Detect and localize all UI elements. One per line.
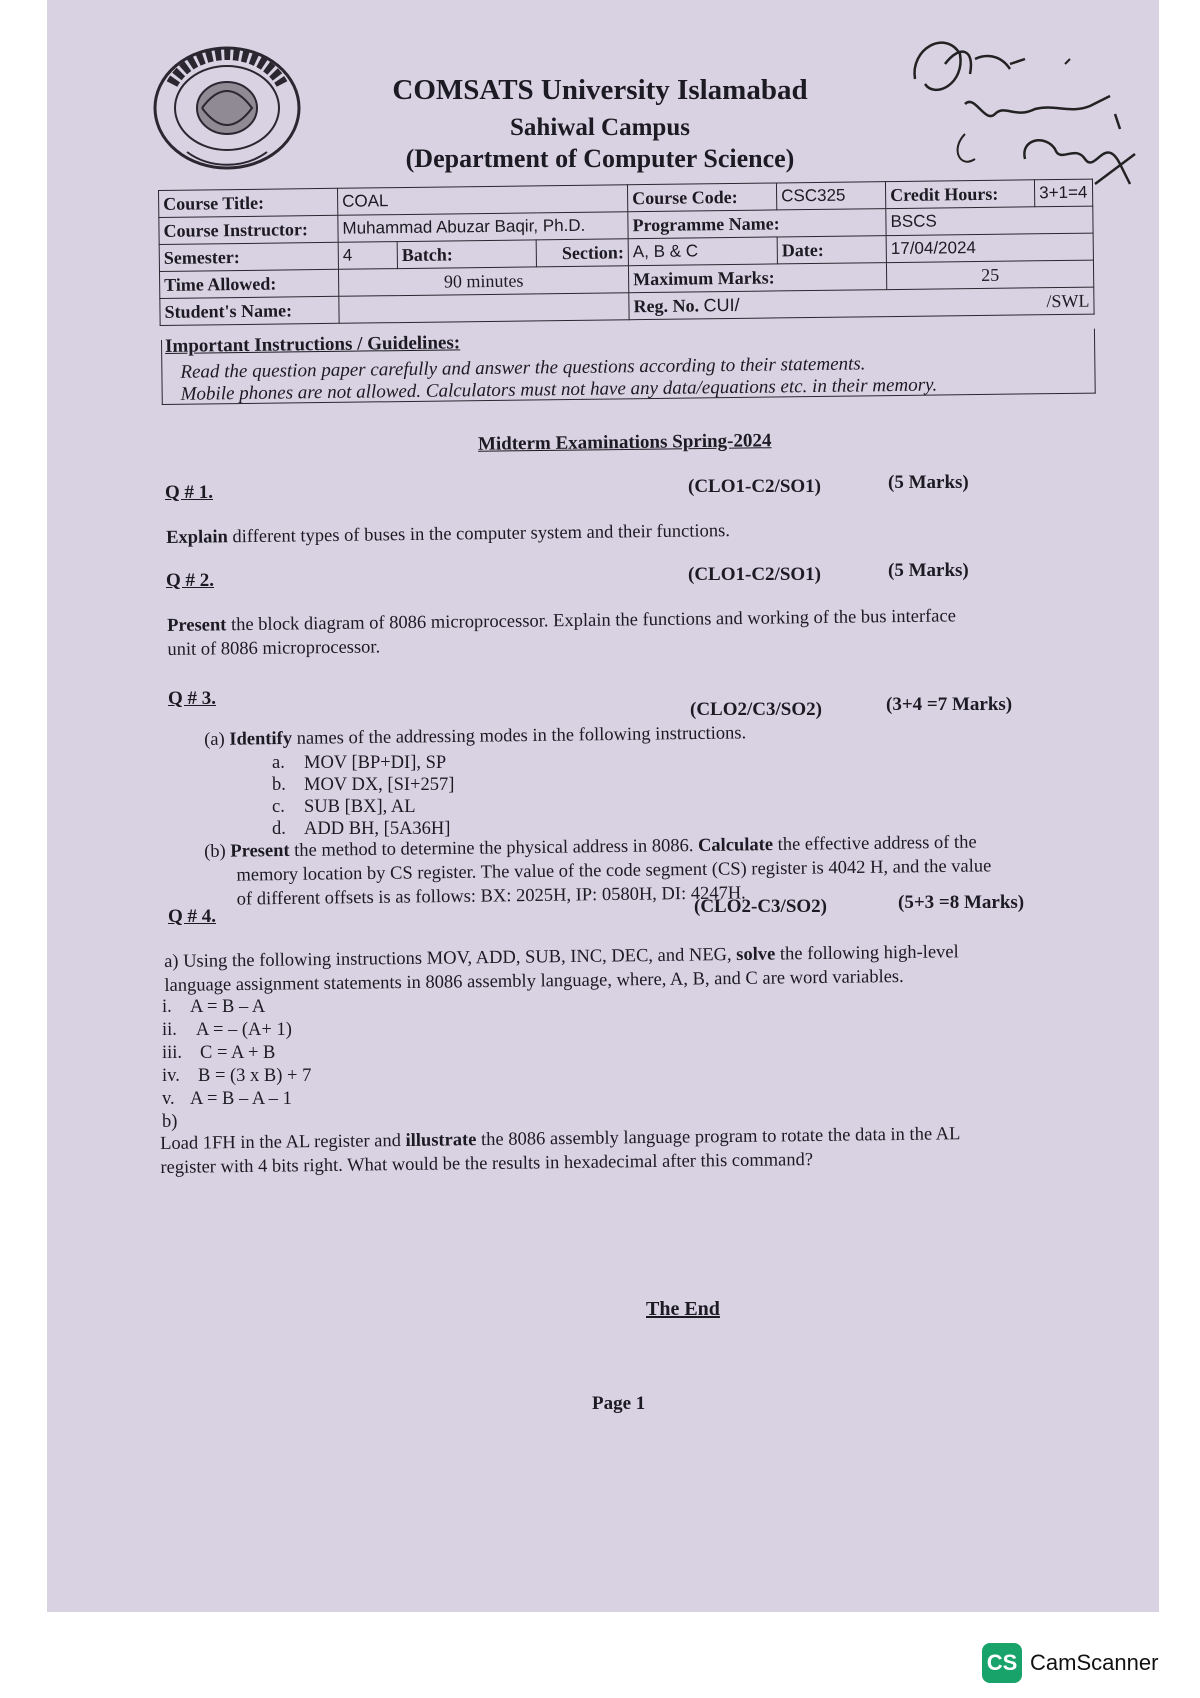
instruction-line-2: Mobile phones are not allowed. Calculators must not have any data/equations etc. in their memory.	[180, 374, 938, 405]
q2-body-2: unit of 8086 microprocessor.	[167, 637, 381, 660]
department-name: (Department of Computer Science)	[405, 144, 795, 173]
instructions-box	[161, 329, 1096, 405]
student-name-label: Student's Name:	[160, 296, 339, 325]
q4-item-v: v. A = B – A – 1	[162, 1089, 292, 1109]
programme-value: BSCS	[886, 206, 1093, 236]
q2-marks: (5 Marks)	[888, 560, 969, 581]
q3-label: Q # 3.	[168, 688, 217, 709]
reg-no-suffix: /SWL	[1046, 290, 1090, 311]
university-seal-icon	[152, 44, 302, 172]
date-label: Date:	[777, 236, 886, 264]
q2-text	[167, 604, 956, 662]
q4b-body-2: the 8086 assembly language program to rotate the data in the AL	[476, 1124, 961, 1151]
course-info-table	[158, 179, 1095, 326]
q3-clo: (CLO2/C3/SO2)	[690, 699, 822, 720]
q1-body: different types of buses in the computer system and their functions.	[227, 521, 731, 548]
handwritten-signature	[905, 24, 1145, 194]
instructor-value: Muhammad Abuzar Baqir, Ph.D.	[338, 212, 628, 243]
q4b-body-1: Load 1FH in the AL register and	[160, 1131, 406, 1154]
q3b-verb-1: Present	[230, 840, 290, 862]
reg-no-label: Reg. No.	[633, 294, 700, 316]
q3a-prefix: (a)	[204, 729, 225, 750]
section-value: A, B & C	[628, 237, 777, 266]
q3a-body: names of the addressing modes in the following instructions.	[291, 723, 747, 749]
reg-no-field[interactable]	[629, 287, 1094, 320]
time-allowed-label: Time Allowed:	[159, 269, 338, 298]
q4b-line-2: register with 4 bits right. What would be the results in hexadecimal after this command?	[160, 1150, 814, 1178]
q4a-body-2: the following high-level	[775, 942, 959, 965]
q1-label: Q # 1.	[165, 482, 214, 503]
the-end-label: The End	[646, 1298, 720, 1320]
q2-body: the block diagram of 8086 microprocessor. Explain the functions and working of the bus interface	[226, 606, 956, 636]
page-number: Page 1	[592, 1393, 646, 1414]
instruction-line-1: Read the question paper carefully and answer the questions according to their statements.	[180, 353, 866, 383]
q4a-body-1: a) Using the following instructions MOV, ADD, SUB, INC, DEC, and NEG,	[164, 945, 737, 972]
date-value: 17/04/2024	[886, 233, 1093, 263]
section-label: Section:	[536, 239, 628, 267]
q4a-verb: solve	[736, 944, 776, 966]
q4-label: Q # 4.	[168, 906, 217, 927]
q3a-verb: Identify	[229, 728, 293, 750]
q2-verb: Present	[167, 615, 227, 636]
campus-name: Sahiwal Campus	[510, 114, 690, 141]
university-name: COMSATS University Islamabad	[392, 74, 808, 106]
instructor-label: Course Instructor:	[159, 215, 338, 244]
instructions-title: Important Instructions / Guidelines:	[164, 332, 461, 357]
q3b-line-2: memory location by CS register. The value of the code segment (CS) register is 4042 H, and the value	[236, 856, 992, 886]
credit-hours-value: 3+1=4	[1035, 179, 1093, 207]
q3-item-a: a. MOV [BP+DI], SP	[272, 753, 447, 773]
batch-label: Batch:	[397, 240, 536, 269]
camscanner-watermark	[982, 1641, 1158, 1685]
camscanner-logo-icon: CS	[982, 1643, 1022, 1683]
course-code-label: Course Code:	[628, 183, 777, 212]
q1-clo: (CLO1-C2/SO1)	[688, 476, 821, 497]
q2-clo: (CLO1-C2/SO1)	[688, 564, 821, 585]
credit-hours-label: Credit Hours:	[886, 180, 1035, 209]
q3b-line-3: of different offsets is as follows: BX: 2025H, IP: 0580H, DI: 4247H.	[236, 883, 746, 910]
q3-item-b: b. MOV DX, [SI+257]	[272, 775, 455, 795]
q4b-label: b)	[162, 1112, 178, 1132]
course-title-value: COAL	[337, 185, 627, 216]
reg-no-prefix: CUI/	[703, 294, 740, 315]
course-code-value: CSC325	[777, 182, 886, 210]
q4-marks: (5+3 =8 Marks)	[898, 892, 1025, 913]
q2-label: Q # 2.	[166, 570, 215, 591]
time-allowed-value: 90 minutes	[338, 266, 628, 297]
max-marks-value: 25	[887, 260, 1094, 290]
exam-title: Midterm Examinations Spring-2024	[477, 430, 772, 455]
max-marks-label: Maximum Marks:	[629, 263, 887, 293]
programme-label: Programme Name:	[628, 209, 886, 239]
q4b-verb: illustrate	[405, 1130, 477, 1151]
course-title-label: Course Title:	[159, 188, 338, 217]
camscanner-name: CamScanner	[1030, 1650, 1159, 1675]
q4-item-iv: iv. B = (3 x B) + 7	[162, 1066, 312, 1086]
q3b-prefix: (b)	[204, 841, 226, 862]
q3-item-c: c. SUB [BX], AL	[272, 797, 416, 817]
q4-item-i: i. A = B – A	[162, 997, 266, 1017]
semester-value: 4	[338, 242, 397, 270]
q3-marks: (3+4 =7 Marks)	[886, 694, 1013, 715]
q3b-verb-2: Calculate	[697, 835, 774, 856]
q3-item-d: d. ADD BH, [5A36H]	[272, 819, 451, 839]
semester-label: Semester:	[159, 242, 338, 271]
q1-marks: (5 Marks)	[888, 472, 969, 493]
q4a-line-2: language assignment statements in 8086 assembly language, where, A, B, and C are word variables.	[164, 966, 904, 996]
q3b-body-1: the method to determine the physical address in 8086.	[289, 835, 699, 861]
q3b-body-2: the effective address of the	[772, 832, 977, 856]
q4-item-ii: ii. A = – (A+ 1)	[162, 1020, 292, 1040]
q4-item-iii: iii. C = A + B	[162, 1043, 276, 1063]
q4-clo: (CLO2-C3/SO2)	[694, 896, 827, 917]
q1-verb: Explain	[166, 527, 228, 548]
student-name-field[interactable]	[339, 293, 629, 324]
